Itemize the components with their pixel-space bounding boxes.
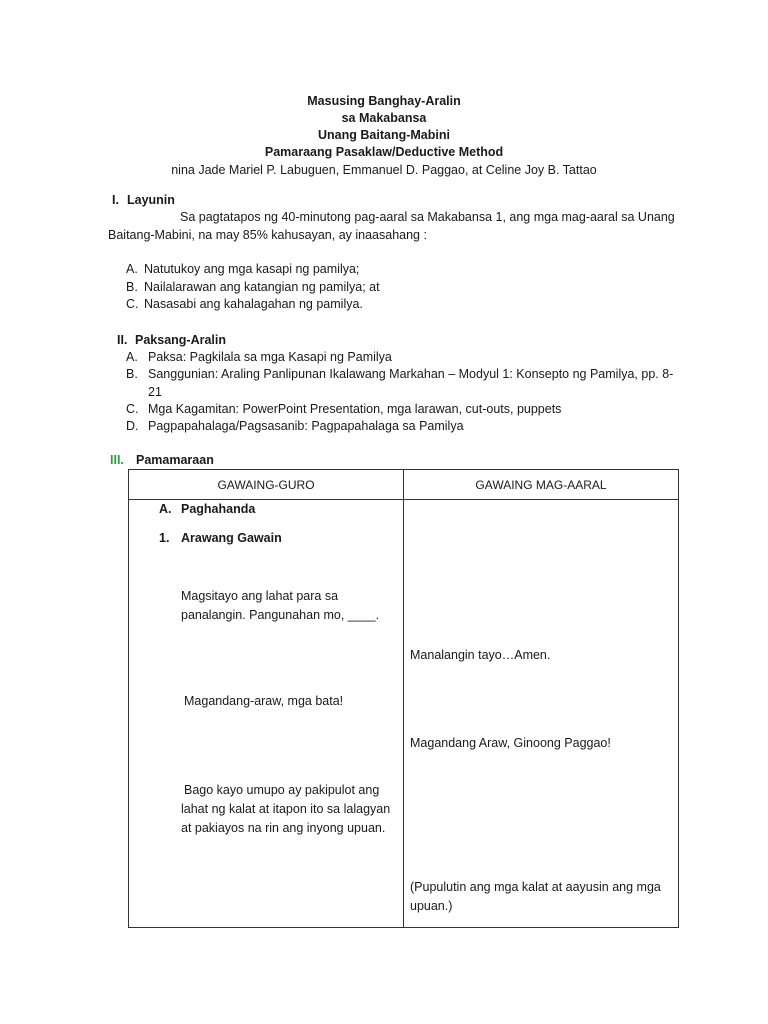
paksa-item-letter: C. xyxy=(126,402,139,416)
paksa-item-letter: D. xyxy=(126,419,139,433)
layunin-item-text: Nasasabi ang kahalagahan ng pamilya. xyxy=(144,297,363,311)
section-layunin-title: Layunin xyxy=(127,193,175,207)
section-layunin-number: I. xyxy=(112,193,119,207)
section-paksa-title: Paksang-Aralin xyxy=(135,333,227,347)
procedure-table xyxy=(128,469,679,928)
teacher-activity-cell xyxy=(129,500,404,928)
teacher-prayer-line2: panalangin. Pangunahan mo, ____. xyxy=(181,608,380,622)
paksa-item-text: Mga Kagamitan: PowerPoint Presentation, mga larawan, cut-outs, puppets xyxy=(148,402,562,416)
doc-subject: sa Makabansa xyxy=(341,111,427,125)
layunin-item-letter: B. xyxy=(126,280,138,294)
section-letter: A. xyxy=(159,502,172,516)
teacher-greeting: Magandang-araw, mga bata! xyxy=(184,694,344,708)
student-greeting-response: Magandang Araw, Ginoong Paggao! xyxy=(410,736,611,750)
doc-grade: Unang Baitang-Mabini xyxy=(318,128,450,142)
doc-title: Masusing Banghay-Aralin xyxy=(307,94,461,108)
teacher-prayer-line1: Magsitayo ang lahat para sa xyxy=(181,589,339,603)
column-header-teacher: GAWAING-GURO xyxy=(129,470,404,500)
section-pamamaraan-title: Pamamaraan xyxy=(136,453,214,467)
layunin-intro-line1: Sa pagtatapos ng 40-minutong pag-aaral sa Makabansa 1, ang mga mag-aaral sa Unang xyxy=(180,210,675,224)
student-activity-cell xyxy=(404,500,679,928)
student-cleanup-line2: upuan.) xyxy=(410,899,453,913)
doc-authors: nina Jade Mariel P. Labuguen, Emmanuel D. Paggao, at Celine Joy B. Tattao xyxy=(171,163,597,177)
paksa-item-text: Paksa: Pagkilala sa mga Kasapi ng Pamilya xyxy=(148,350,392,364)
paksa-item-text-cont: 21 xyxy=(148,385,162,399)
student-cleanup-line1: (Pupulutin ang mga kalat at aayusin ang mga xyxy=(410,880,661,894)
paksa-item-letter: B. xyxy=(126,367,138,381)
section-title: Paghahanda xyxy=(181,502,256,516)
teacher-cleanup-line3: at pakiayos na rin ang inyong upuan. xyxy=(181,821,386,835)
paksa-item-text: Sanggunian: Araling Panlipunan Ikalawang Markahan – Modyul 1: Konsepto ng Pamilya, pp. 8- xyxy=(148,367,674,381)
section-pamamaraan-number: III. xyxy=(110,453,124,467)
teacher-cleanup-line2: lahat ng kalat at itapon ito sa lalagyan xyxy=(181,802,391,816)
teacher-cleanup-line1: Bago kayo umupo ay pakipulot ang xyxy=(184,783,380,797)
section-paksa-number: II. xyxy=(117,333,128,347)
layunin-item-letter: A. xyxy=(126,262,138,276)
paksa-item-text: Pagpapahalaga/Pagsasanib: Pagpapahalaga sa Pamilya xyxy=(148,419,464,433)
layunin-intro-line2: Baitang-Mabini, na may 85% kahusayan, ay inaasahang : xyxy=(108,228,427,242)
layunin-item-text: Natutukoy ang mga kasapi ng pamilya; xyxy=(144,262,360,276)
doc-method: Pamaraang Pasaklaw/Deductive Method xyxy=(264,145,504,159)
subsection-title: Arawang Gawain xyxy=(181,531,282,545)
layunin-item-letter: C. xyxy=(126,297,139,311)
layunin-item-text: Nailalarawan ang katangian ng pamilya; at xyxy=(144,280,380,294)
paksa-item-letter: A. xyxy=(126,350,138,364)
column-header-student: GAWAING MAG-AARAL xyxy=(404,470,679,500)
student-prayer-response: Manalangin tayo…Amen. xyxy=(410,648,551,662)
subsection-number: 1. xyxy=(159,531,170,545)
